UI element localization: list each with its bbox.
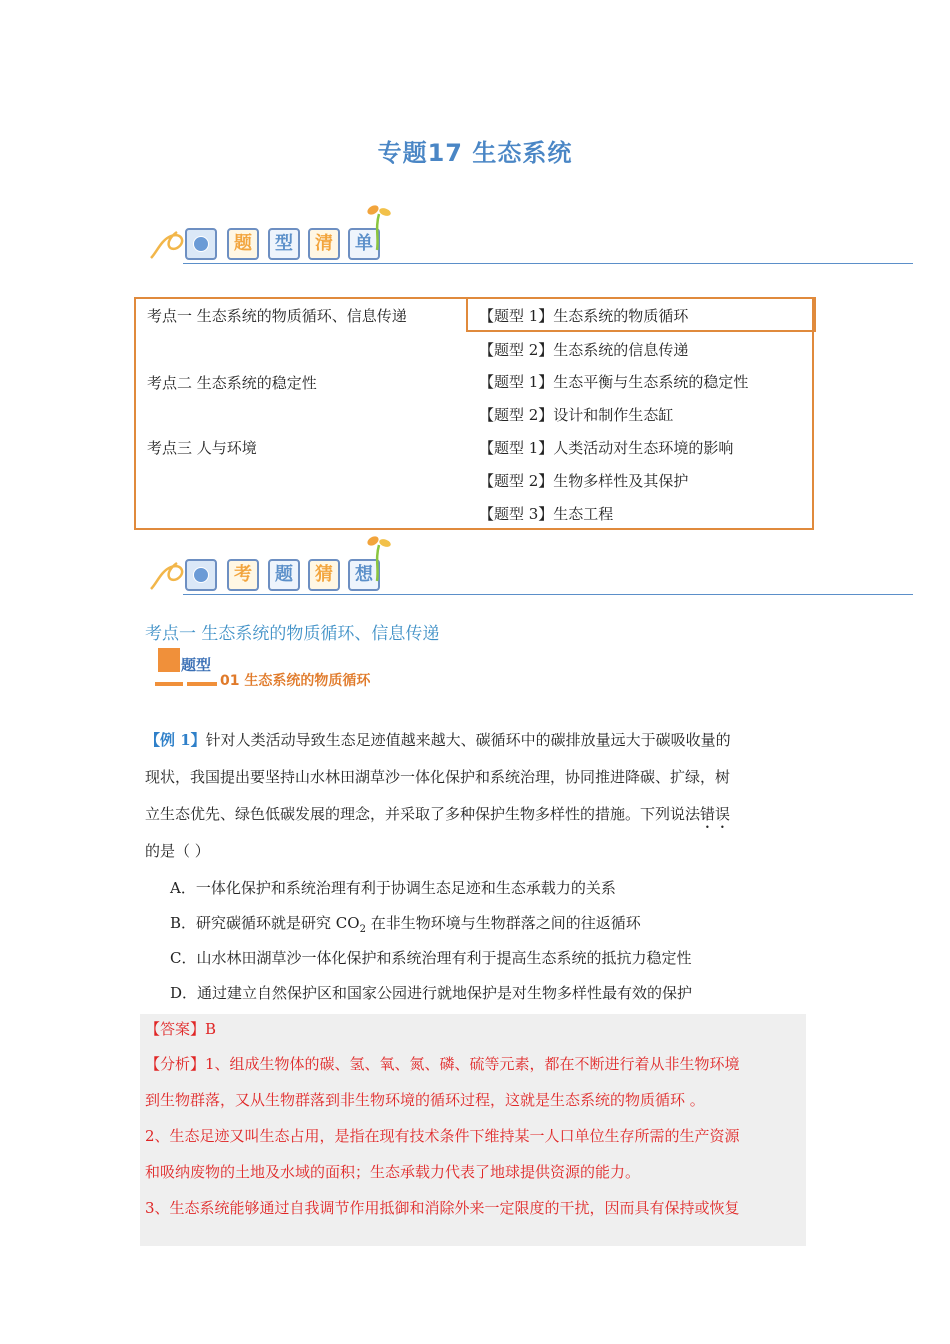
outline-type: 【题型 2】设计和制作生态缸 [479, 406, 674, 424]
outline-topic: 考点三 人与环境 [147, 439, 257, 457]
option-d: D．通过建立自然保护区和国家公园进行就地保护是对生物多样性最有效的保护 [170, 984, 693, 1002]
outline-type: 【题型 1】生态系统的物质循环 [479, 307, 689, 325]
banner-rule [183, 594, 913, 595]
section-banner-type-list [145, 202, 913, 272]
banner-tile: 清 [308, 228, 340, 260]
emphasis-word: 错误 [700, 805, 731, 823]
question-line: 【例 1】针对人类活动导致生态足迹值越来越大、碳循环中的碳排放量远大于碳吸收量的 [145, 731, 731, 749]
example-tag: 【例 1】 [145, 731, 206, 749]
badge-block [158, 648, 180, 672]
answer-label: 【答案】B [145, 1020, 217, 1038]
globe-icon [185, 228, 217, 260]
sprout-icon [363, 533, 393, 583]
outline-type: 【题型 1】生态平衡与生态系统的稳定性 [479, 373, 749, 391]
question-line: 的是（ ） [145, 842, 210, 860]
outline-type: 【题型 1】人类活动对生态环境的影响 [479, 439, 734, 457]
question-line: 立生态优先、绿色低碳发展的理念，并采取了多种保护生物多样性的措施。下列说法错误 [145, 805, 731, 823]
badge-underline [155, 682, 217, 686]
question-line: 现状，我国提出要坚持山水林田湖草沙一体化保护和系统治理，协同推进降碳、扩绿，树 [145, 768, 731, 786]
option-a: A．一体化保护和系统治理有利于协调生态足迹和生态承载力的关系 [170, 879, 616, 897]
analysis-line: 到生物群落，又从生物群落到非生物环境的循环过程，这就是生态系统的物质循环 。 [145, 1091, 705, 1109]
outline-topic: 考点一 生态系统的物质循环、信息传递 [147, 307, 407, 325]
outline-type: 【题型 3】生态工程 [479, 505, 614, 523]
topic-outline-table [134, 297, 814, 530]
section-banner-exam-prediction [145, 533, 913, 603]
section-heading: 考点一 生态系统的物质循环、信息传递 [145, 624, 440, 644]
outline-topic: 考点二 生态系统的稳定性 [147, 374, 317, 392]
analysis-line: 3、生态系统能够通过自我调节作用抵御和消除外来一定限度的干扰，因而具有保持或恢复 [145, 1199, 740, 1217]
banner-tile: 想 [348, 559, 380, 591]
banner-rule [183, 263, 913, 264]
badge-label: 题型 [181, 656, 212, 674]
analysis-line: 【分析】1、组成生物体的碳、氢、氧、氮、磷、硫等元素，都在不断进行着从非生物环境 [145, 1055, 740, 1073]
example-question [145, 722, 810, 870]
outline-type: 【题型 2】生态系统的信息传递 [479, 341, 689, 359]
option-c: C．山水林田湖草沙一体化保护和系统治理有利于提高生态系统的抵抗力稳定性 [170, 949, 692, 967]
banner-tile: 题 [227, 228, 259, 260]
sprout-icon [363, 202, 393, 252]
outline-type: 【题型 2】生物多样性及其保护 [479, 472, 689, 490]
question-type-badge [155, 648, 405, 690]
option-b: B．研究碳循环就是研究 $CO_2$ 在非生物环境与生物群落之间的往返循环 [170, 914, 641, 935]
badge-subtitle: 01 生态系统的物质循环 [220, 673, 371, 689]
page-title: 专题17 生态系统 [377, 139, 573, 167]
banner-tile: 题 [268, 559, 300, 591]
banner-tile: 型 [268, 228, 300, 260]
analysis-line: 和吸纳废物的土地及水域的面积；生态承载力代表了地球提供资源的能力。 [145, 1163, 641, 1181]
globe-icon [185, 559, 217, 591]
banner-tile: 考 [227, 559, 259, 591]
banner-tile: 单 [348, 228, 380, 260]
analysis-line: 2、生态足迹又叫生态占用，是指在现有技术条件下维持某一人口单位生存所需的生产资源 [145, 1127, 740, 1145]
banner-tile: 猜 [308, 559, 340, 591]
